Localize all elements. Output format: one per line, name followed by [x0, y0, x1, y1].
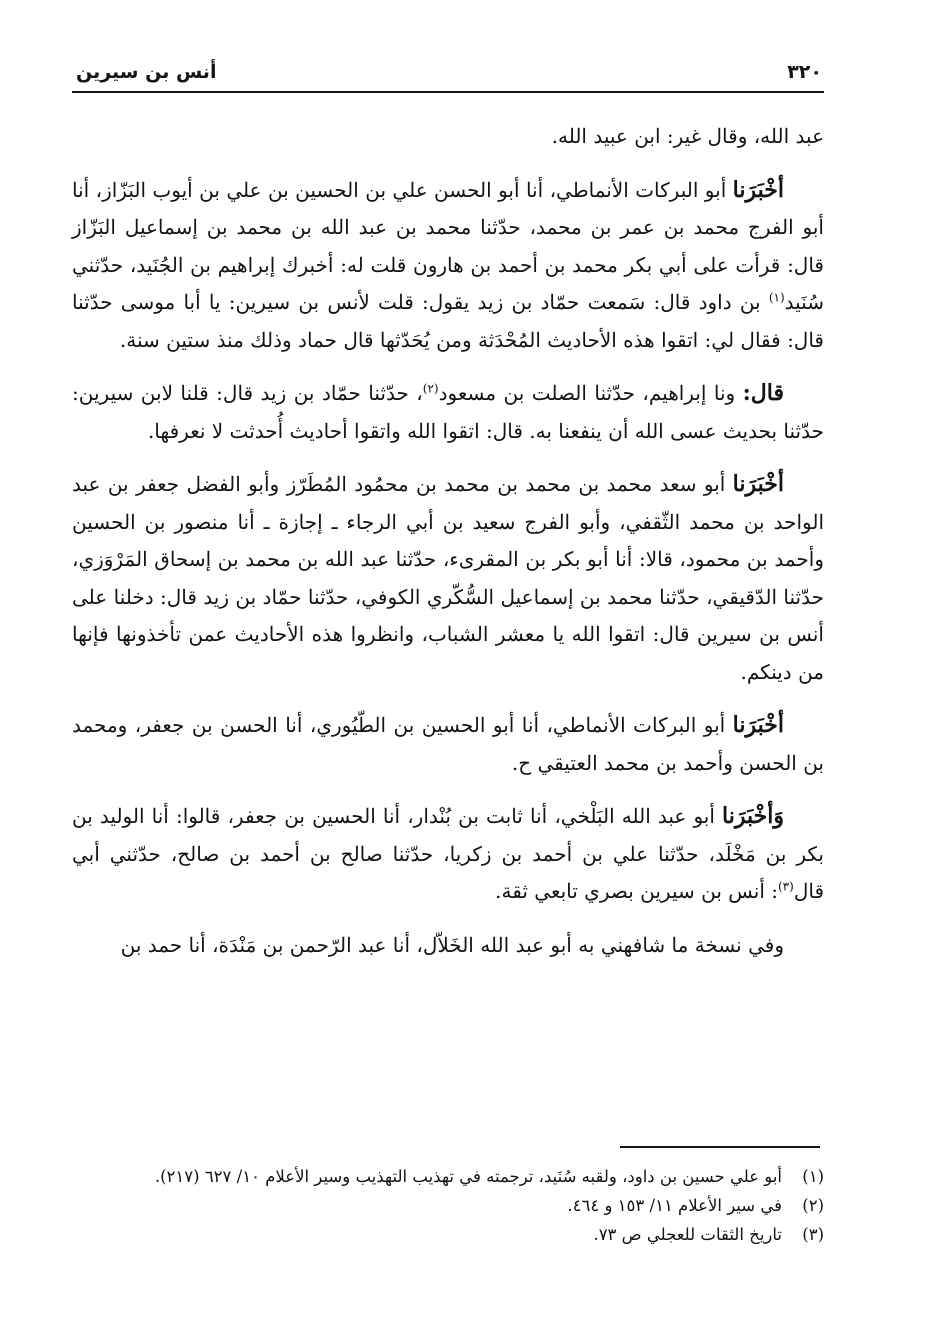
main-text — [72, 118, 824, 980]
paragraph-lead: أخْبَرَنا — [732, 712, 784, 738]
footnote-2 — [72, 1191, 824, 1220]
paragraph-4 — [72, 466, 824, 691]
running-title: أنس بن سيرين — [76, 61, 217, 83]
paragraph-text: أبو عبد الله البَلْخي، أنا ثابت بن بُنْدار، أنا الحسين بن جعفر، قالوا: أنا الوليد بن بكر بن مَخْلَد، حدّثنا علي بن أحمد بن زكريا، حدّثنا صالح بن أحمد بن صالح، حدّثني أبي قال — [72, 804, 824, 903]
paragraph-text: ونا إبراهيم، حدّثنا الصلت بن مسعود — [438, 381, 743, 405]
paragraph-text: عبد الله، وقال غير: ابن عبيد الله. — [551, 124, 824, 148]
footnote-ref[interactable]: (٢) — [422, 381, 439, 396]
paragraph-lead: وَأخْبَرَنا — [722, 803, 784, 829]
footnote-text: في سير الأعلام ١١/ ١٥٣ و ٤٦٤. — [567, 1196, 782, 1215]
paragraph-lead: أخْبَرَنا — [732, 176, 784, 203]
paragraph-lead: أخْبَرَنا — [732, 471, 784, 497]
footnote-divider — [620, 1146, 820, 1148]
paragraph-7 — [72, 927, 824, 965]
footnote-ref[interactable]: (٣) — [777, 879, 794, 894]
paragraph-1 — [72, 118, 824, 156]
footnote-1 — [72, 1162, 824, 1191]
footnote-3 — [72, 1220, 824, 1249]
page-number: ٣٢٠ — [787, 61, 822, 83]
paragraph-text: أبو البركات الأنماطي، أنا أبو الحسين بن الطّيُوري، أنا الحسن بن جعفر، ومحمد بن الحسن وأحمد بن محمد العتيقي ح. — [72, 713, 824, 775]
paragraph-text: أبو البركات الأنماطي، أنا أبو الحسن علي بن الحسين بن علي بن أيوب البَزّاز، أنا أبو الفرج محمد بن عمر بن محمد، حدّثنا محمد بن عبد الله بن محمد بن إسماعيل البَزّاز قال: قرأت على أبي بكر محمد بن أحمد بن هارون قلت له: أخبرك إبراهيم بن الجُنَيد، حدّثني سُنَيد — [72, 177, 824, 314]
paragraph-text-cont: بن داود قال: سَمعت حمّاد بن زيد يقول: قلت لأنس بن سيرين: يا أبا موسى حدّثنا قال: فقال لي: اتقوا هذه الأحاديث المُحْدَثة ومن يُحَدّثها قال حماد وذلك منذ ستين سنة. — [72, 290, 824, 352]
paragraph-lead: قال: — [742, 380, 784, 406]
footnotes — [72, 1162, 824, 1249]
footnote-text: أبو علي حسين بن داود، ولقبه سُنَيد، ترجمته في تهذيب التهذيب وسير الأعلام ١٠/ ٦٢٧ (٢١٧). — [154, 1167, 782, 1186]
paragraph-text: أبو سعد محمد بن محمد بن محمد بن محمُود المُطَرّز وأبو الفضل جعفر بن عبد الواحد بن محمد الثّقفي، وأبو الفرج سعيد بن أبي الرجاء ـ إجازة ـ أنا منصور بن الحسين وأحمد بن محمود، قالا: أنا أبو بكر بن المقرىء، حدّثنا عبد الله بن محمد بن إسحاق المَرْوَزي، حدّثنا الدّقيقي، حدّثنا محمد بن إسماعيل السُّكّري الكوفي، حدّثنا حمّاد بن زيد قال: دخلنا على أنس بن سيرين قال: اتقوا الله يا معشر الشباب، وانظروا هذه الأحاديث عمن تأخذونها فإنها من دينكم. — [72, 472, 824, 684]
paragraph-6 — [72, 798, 824, 911]
footnote-number: (٢) — [802, 1196, 824, 1215]
paragraph-2 — [72, 172, 824, 360]
paragraph-text-cont: ، حدّثنا حمّاد بن زيد قال: قلنا لابن سيرين: حدّثنا بحديث عسى الله أن ينفعنا به. قال: اتقوا الله واتقوا أحاديث أُحدثت لا نعرفها. — [72, 381, 824, 443]
page-header — [72, 55, 824, 93]
footnote-ref[interactable]: (١) — [768, 290, 785, 305]
footnote-number: (١) — [802, 1167, 824, 1186]
paragraph-5 — [72, 707, 824, 782]
footnote-text: تاريخ الثقات للعجلي ص ٧٣. — [593, 1225, 782, 1244]
paragraph-3 — [72, 375, 824, 450]
paragraph-text-cont: : أنس بن سيرين بصري تابعي ثقة. — [495, 879, 778, 903]
footnote-number: (٣) — [802, 1225, 824, 1244]
paragraph-text: وفي نسخة ما شافهني به أبو عبد الله الخَلاّل، أنا عبد الرّحمن بن مَنْدَة، أنا حمد بن — [120, 932, 784, 957]
